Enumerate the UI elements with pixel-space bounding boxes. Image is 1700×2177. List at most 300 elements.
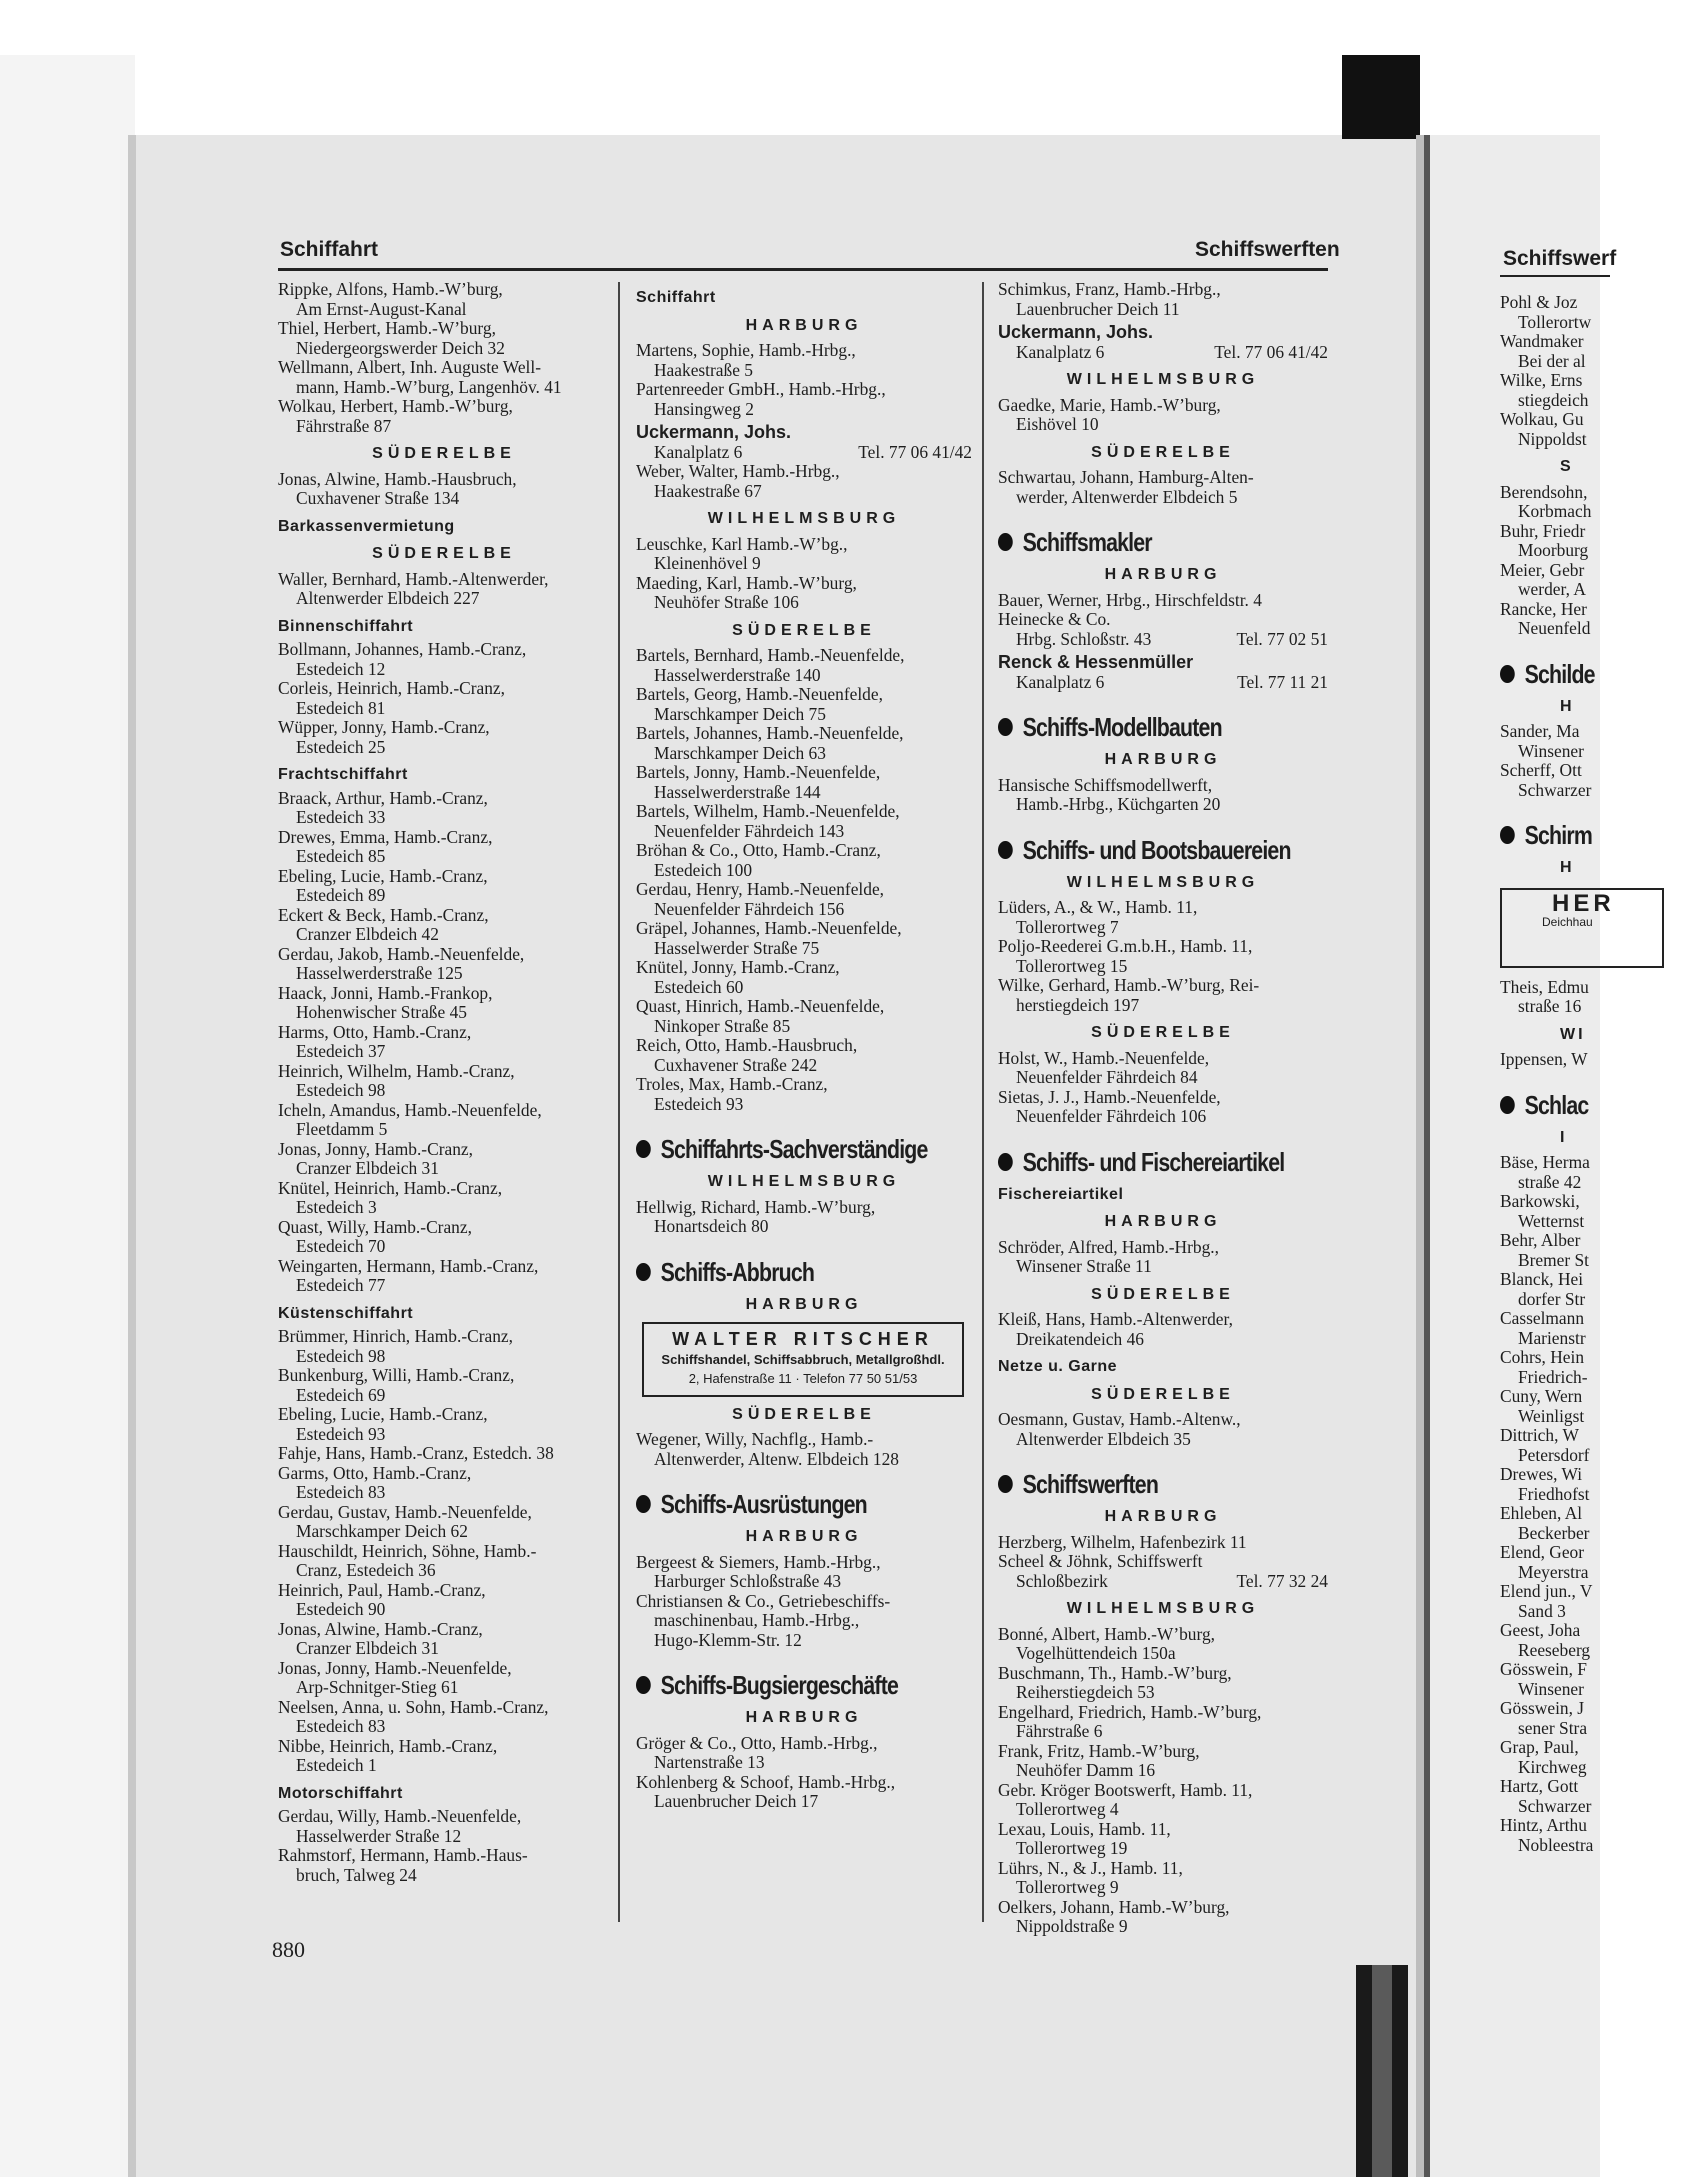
listing-address: Estedeich 98 <box>296 1345 386 1366</box>
listing-address: Korbmach <box>1518 501 1592 521</box>
listing-name: Lüders, A., & W., Hamb. 11, <box>998 897 1198 917</box>
bullet-icon <box>636 1676 651 1694</box>
listing-entry <box>1500 722 1700 761</box>
facing-page <box>1430 135 1617 2177</box>
subcategory-heading: Motorschiffahrt <box>278 1784 403 1802</box>
listing-entry <box>998 591 1328 611</box>
category-heading <box>998 712 1269 742</box>
district-heading: HARBURG <box>1104 751 1222 768</box>
advertisement-box <box>1500 888 1664 968</box>
listing-address: Friedrich- <box>1518 1366 1588 1387</box>
category-heading <box>636 1670 912 1700</box>
listing-entry <box>636 802 972 841</box>
listing-address: Altenwerder Elbdeich 227 <box>296 588 480 608</box>
listing-name: Weber, Walter, Hamb.-Hrbg., <box>636 461 840 481</box>
listing-name: Oesmann, Gustav, Hamb.-Altenw., <box>998 1409 1241 1429</box>
listing-address: Tollerortweg 4 <box>1016 1799 1119 1819</box>
listing-name: Ippensen, W <box>1500 1049 1588 1069</box>
column-2 <box>636 280 972 1812</box>
phone-number: Tel. 77 06 41/42 <box>1214 341 1328 362</box>
listing-address: Marschkamper Deich 75 <box>654 703 826 724</box>
page-number: 880 <box>272 1937 305 1962</box>
listing-entry <box>1500 483 1700 522</box>
listing-name: Brümmer, Hinrich, Hamb.-Cranz, <box>278 1326 513 1346</box>
listing-entry <box>278 397 610 436</box>
listing-name: Bartels, Johannes, Hamb.-Neuenfelde, <box>636 723 904 743</box>
listing-name: Blanck, Hei <box>1500 1269 1584 1289</box>
listing-address: Estedeich 93 <box>654 1093 744 1114</box>
listing-name: Buschmann, Th., Hamb.-W’burg, <box>998 1662 1232 1683</box>
listing-entry <box>278 1698 610 1737</box>
listing-entry <box>1500 522 1700 561</box>
listing-entry <box>1500 1777 1700 1816</box>
listing-address: Nippoldstraße 9 <box>1016 1916 1128 1936</box>
subcategory-heading: Netze u. Garne <box>998 1358 1118 1375</box>
header-rule <box>278 268 1328 271</box>
address-phone-line <box>998 673 1328 693</box>
listing-name: Sander, Ma <box>1500 721 1580 741</box>
listing-address: Kanalplatz 6 <box>1016 341 1105 362</box>
listing-name: Oelkers, Johann, Hamb.-W’burg, <box>998 1896 1230 1917</box>
listing-entry <box>278 828 610 867</box>
listing-address: Estedeich 37 <box>296 1041 386 1061</box>
listing-entry <box>1500 1426 1700 1465</box>
listing-entry <box>1500 1387 1700 1426</box>
category-heading <box>1500 659 1664 689</box>
listing-address: Estedeich 83 <box>296 1482 386 1502</box>
listing-entry <box>998 1410 1328 1449</box>
district-heading: SÜDERELBE <box>1091 1285 1235 1303</box>
listing-address: Estedeich 1 <box>296 1755 377 1775</box>
listing-entry <box>278 280 610 319</box>
column-rule-2 <box>982 282 984 1922</box>
district-heading: HARBURG <box>1104 1508 1222 1525</box>
listing-entry <box>998 1533 1328 1553</box>
listing-name: Pohl & Joz <box>1500 292 1578 312</box>
listing-address: werder, Altenwerder Elbdeich 5 <box>1016 486 1238 507</box>
listing-name: Gerdau, Henry, Hamb.-Neuenfelde, <box>636 879 885 899</box>
listing-name: Schröder, Alfred, Hamb.-Hrbg., <box>998 1236 1219 1257</box>
listing-entry <box>278 679 610 718</box>
district-heading: WILHELMSBURG <box>1066 371 1260 388</box>
listing-name: Harms, Otto, Hamb.-Cranz, <box>278 1021 472 1042</box>
listing-entry <box>278 1503 610 1542</box>
listing-address: Cranz, Estedeich 36 <box>296 1560 436 1580</box>
listing-address: Haakestraße 5 <box>654 359 753 380</box>
listing-name: Gösswein, J <box>1500 1698 1585 1718</box>
category-heading <box>998 527 1269 557</box>
listing-name: Quast, Hinrich, Hamb.-Neuenfelde, <box>636 996 885 1016</box>
listing-address: Estedeich 90 <box>296 1599 386 1619</box>
listing-name: Scheel & Jöhnk, Schiffswerft <box>998 1551 1203 1571</box>
address-phone-line <box>998 630 1328 650</box>
listing-name: Knütel, Heinrich, Hamb.-Cranz, <box>278 1177 503 1198</box>
bullet-icon <box>1500 1096 1515 1114</box>
district-heading: SÜDERELBE <box>1091 1024 1235 1041</box>
listing-address: Estedeich 83 <box>296 1716 386 1736</box>
bullet-icon <box>998 718 1013 736</box>
district-heading: HARBURG <box>745 1528 863 1545</box>
listing-entry <box>636 997 972 1036</box>
listing-name: Theis, Edmu <box>1500 976 1589 997</box>
listing-entry <box>636 919 972 958</box>
listing-address: Friedhofst <box>1518 1483 1590 1504</box>
listing-name: Meier, Gebr <box>1500 559 1585 580</box>
bullet-icon <box>998 841 1013 859</box>
ad-address: Deichhau <box>1542 915 1593 929</box>
listing-address: Tollerortw <box>1518 311 1592 332</box>
listing-name: Poljo-Reederei G.m.b.H., Hamb. 11, <box>998 936 1253 956</box>
featured-company-name: Uckermann, Johs. <box>998 322 1154 342</box>
listing-address: Cranzer Elbdeich 31 <box>296 1158 439 1178</box>
listing-address: Estedeich 85 <box>296 846 386 866</box>
bullet-icon <box>1500 826 1515 844</box>
phone-number: Tel. 77 02 51 <box>1236 628 1328 649</box>
listing-entry <box>998 1781 1328 1820</box>
district-heading: WILHELMSBURG <box>1066 1600 1260 1617</box>
listing-address: Hrbg. Schloßstr. 43 <box>1016 628 1152 649</box>
listing-name: Bauer, Werner, Hrbg., Hirschfeldstr. 4 <box>998 589 1262 610</box>
category-title: Schiffs-Abbruch <box>660 1256 815 1287</box>
listing-address: Am Ernst-August-Kanal <box>296 298 467 319</box>
category-title: Schiffs-Ausrüstungen <box>660 1489 867 1519</box>
listing-name: Wandmaker <box>1500 331 1584 351</box>
listing-entry <box>998 468 1328 507</box>
listing-entry <box>998 1664 1328 1703</box>
listing-entry <box>998 937 1328 976</box>
listing-address: sener Stra <box>1518 1717 1588 1738</box>
running-header-right: Schiffswerften <box>1195 238 1340 261</box>
running-header-left: Schiffahrt <box>280 238 379 261</box>
listing-entry <box>636 1773 972 1812</box>
category-title: Schlac <box>1524 1089 1589 1120</box>
district-heading: H <box>1560 697 1575 715</box>
listing-entry <box>636 1036 972 1075</box>
listing-name: Bartels, Jonny, Hamb.-Neuenfelde, <box>636 762 881 782</box>
listing-entry <box>1500 561 1700 600</box>
listing-address: Marschkamper Deich 62 <box>296 1521 468 1541</box>
listing-address: Weinligst <box>1518 1405 1585 1426</box>
page-edge <box>128 135 136 2177</box>
listing-address: Nobleestra <box>1518 1834 1594 1855</box>
listing-entry <box>278 1444 610 1464</box>
listing-address: Estedeich 3 <box>296 1197 377 1217</box>
district-heading: SÜDERELBE <box>372 545 516 562</box>
listing-address: Neuenfelder Fährdeich 143 <box>654 820 845 841</box>
listing-address: Bei der al <box>1518 350 1586 371</box>
listing-entry <box>278 1659 610 1698</box>
listing-entry <box>1500 600 1700 639</box>
listing-name: Icheln, Amandus, Hamb.-Neuenfelde, <box>278 1099 542 1120</box>
listing-entry <box>1500 1309 1700 1348</box>
listing-address: Bremer St <box>1518 1249 1589 1270</box>
listing-address: Nartenstraße 13 <box>654 1752 765 1772</box>
ad-company-name: HER <box>1552 889 1615 917</box>
subcategory-heading: Frachtschiffahrt <box>278 766 408 783</box>
listing-address: Estedeich 93 <box>296 1423 386 1444</box>
listing-name: Herzberg, Wilhelm, Hafenbezirk 11 <box>998 1531 1247 1552</box>
listing-address: Estedeich 12 <box>296 658 386 679</box>
listing-entry <box>636 1430 972 1469</box>
listing-entry <box>278 1101 610 1140</box>
listing-entry <box>278 789 610 828</box>
scan-background <box>0 55 135 2177</box>
listing-entry <box>1500 978 1700 1017</box>
listing-address: Winsener Straße 11 <box>1016 1256 1152 1276</box>
district-heading: S <box>1560 458 1574 475</box>
column-1 <box>278 280 610 1885</box>
listing-entry <box>998 1859 1328 1898</box>
listing-name: Bröhan & Co., Otto, Hamb.-Cranz, <box>636 840 881 860</box>
listing-name: Bartels, Wilhelm, Hamb.-Neuenfelde, <box>636 801 900 821</box>
listing-name: Heinecke & Co. <box>998 609 1111 629</box>
district-heading: H <box>1560 859 1575 876</box>
listing-name: Fahje, Hans, Hamb.-Cranz, Estedch. 38 <box>278 1443 554 1463</box>
listing-name: Hansische Schiffsmodellwerft, <box>998 774 1213 795</box>
listing-entry <box>1500 1153 1700 1192</box>
listing-address: Schloßbezirk <box>1016 1570 1108 1591</box>
listing-address: Neuhöfer Straße 106 <box>654 592 799 612</box>
listing-name: Hellwig, Richard, Hamb.-W’burg, <box>636 1196 876 1217</box>
listing-entry <box>636 685 972 724</box>
listing-address: Neuenfeld <box>1518 618 1591 638</box>
listing-address: Reiherstiegdeich 53 <box>1016 1682 1155 1702</box>
listing-address: Tollerortweg 19 <box>1016 1838 1128 1858</box>
listing-entry <box>278 906 610 945</box>
listing-address: Neuhöfer Damm 16 <box>1016 1760 1156 1780</box>
listing-name: Ebeling, Lucie, Hamb.-Cranz, <box>278 1404 488 1424</box>
bullet-icon <box>998 533 1013 551</box>
listing-address: Lauenbrucher Deich 17 <box>654 1791 819 1811</box>
listing-address: Cranzer Elbdeich 42 <box>296 924 439 944</box>
ad-address: 2, Hafenstraße 11 · Telefon 77 50 51/53 <box>688 1371 918 1386</box>
listing-name: Quast, Willy, Hamb.-Cranz, <box>278 1216 472 1237</box>
listing-name: Gerdau, Willy, Hamb.-Neuenfelde, <box>278 1806 522 1826</box>
listing-address: Eishövel 10 <box>1016 414 1099 434</box>
listing-address: Neuenfelder Fährdeich 84 <box>1016 1067 1198 1087</box>
listing-address: Fährstraße 6 <box>1016 1721 1103 1741</box>
listing-entry <box>998 1088 1328 1127</box>
listing-name: Frank, Fritz, Hamb.-W’burg, <box>998 1740 1200 1761</box>
listing-name: Heinrich, Paul, Hamb.-Cranz, <box>278 1579 486 1600</box>
listing-entry <box>278 640 610 679</box>
advertisement-box <box>642 1322 964 1397</box>
listing-entry <box>998 776 1328 815</box>
listing-name: Maeding, Karl, Hamb.-W’burg, <box>636 572 857 593</box>
listing-entry <box>636 724 972 763</box>
listing-entry <box>1500 410 1700 449</box>
listing-address: Arp-Schnitger-Stieg 61 <box>296 1677 459 1697</box>
listing-entry <box>278 1807 610 1846</box>
listing-address: Estedeich 33 <box>296 807 386 827</box>
category-heading <box>1500 1090 1664 1120</box>
listing-name: Scherff, Ott <box>1500 760 1582 780</box>
address-phone-line <box>998 1572 1328 1592</box>
listing-name: Braack, Arthur, Hamb.-Cranz, <box>278 787 488 808</box>
listing-name: Haack, Jonni, Hamb.-Frankop, <box>278 982 493 1003</box>
listing-address: Hasselwerderstraße 140 <box>654 664 821 685</box>
listing-address: maschinenbau, Hamb.-Hrbg., <box>654 1610 860 1630</box>
listing-address: Beckerber <box>1518 1522 1590 1543</box>
district-heading: HARBURG <box>1104 566 1222 583</box>
phone-number: Tel. 77 32 24 <box>1236 1570 1328 1591</box>
listing-address: Marienstr <box>1518 1327 1586 1348</box>
listing-address: Dreikatendeich 46 <box>1016 1328 1144 1349</box>
listing-address: Reeseberg <box>1518 1639 1591 1660</box>
listing-entry <box>636 1553 972 1592</box>
listing-name: Rippke, Alfons, Hamb.-W’burg, <box>278 279 503 299</box>
listing-name: Thiel, Herbert, Hamb.-W’burg, <box>278 318 496 338</box>
address-phone-line <box>998 343 1328 363</box>
listing-address: Honartsdeich 80 <box>654 1216 769 1236</box>
listing-entry <box>1500 1738 1700 1777</box>
listing-address: Hasselwerder Straße 75 <box>654 937 820 958</box>
listing-address: Moorburg <box>1518 540 1589 560</box>
listing-entry <box>278 470 610 509</box>
listing-name: Wellmann, Albert, Inh. Auguste Well- <box>278 357 542 377</box>
listing-entry <box>636 341 972 380</box>
listing-name: Wilke, Gerhard, Hamb.-W’burg, Rei- <box>998 975 1260 995</box>
listing-entry <box>998 1552 1328 1572</box>
listing-entry <box>636 574 972 613</box>
listing-name: Gräpel, Johannes, Hamb.-Neuenfelde, <box>636 918 902 938</box>
listing-address: Schwarzer <box>1518 1795 1592 1816</box>
subcategory-heading: Fischereiartikel <box>998 1185 1124 1203</box>
listing-entry <box>998 1898 1328 1937</box>
listing-name: Ehleben, Al <box>1500 1503 1583 1523</box>
district-heading: WILHELMSBURG <box>707 510 901 527</box>
listing-address: dorfer Str <box>1518 1288 1586 1309</box>
listing-entry <box>1500 1270 1700 1309</box>
listing-entry <box>636 535 972 574</box>
column-3 <box>998 280 1328 1937</box>
category-title: Schirm <box>1524 820 1592 850</box>
district-heading: WI <box>1560 1025 1586 1043</box>
ad-services: Schiffshandel, Schiffsabbruch, Metallgroßhdl. <box>661 1351 945 1367</box>
listing-name: Garms, Otto, Hamb.-Cranz, <box>278 1462 472 1483</box>
listing-name: Berendsohn, <box>1500 481 1588 502</box>
listing-name: Rancke, Her <box>1500 598 1587 619</box>
binding-spine-top <box>1342 55 1420 139</box>
category-title: Schiffs- und Bootsbauereien <box>1022 834 1291 865</box>
listing-address: Hamb.-Hrbg., Küchgarten 20 <box>1016 794 1221 814</box>
listing-name: Geest, Joha <box>1500 1620 1581 1640</box>
listing-entry <box>278 718 610 757</box>
listing-entry <box>1500 1465 1700 1504</box>
listing-entry <box>1500 1192 1700 1231</box>
listing-entry <box>998 1310 1328 1349</box>
category-heading <box>998 1469 1269 1499</box>
listing-entry <box>998 1742 1328 1781</box>
listing-address: straße 42 <box>1518 1171 1582 1192</box>
listing-entry <box>278 1405 610 1444</box>
category-heading <box>1500 820 1664 850</box>
listing-name: Bonné, Albert, Hamb.-W’burg, <box>998 1623 1216 1644</box>
listing-entry <box>1500 761 1700 800</box>
listing-address: herstiegdeich 197 <box>1016 994 1140 1015</box>
listing-address: Nippoldst <box>1518 428 1587 449</box>
listing-entry <box>278 1179 610 1218</box>
listing-name: Schwartau, Johann, Hamburg-Alten- <box>998 467 1254 487</box>
listing-name: Kohlenberg & Schoof, Hamb.-Hrbg., <box>636 1771 896 1792</box>
category-title: Schilde <box>1524 658 1595 689</box>
listing-address: Marschkamper Deich 63 <box>654 742 826 763</box>
listing-name: Gerdau, Jakob, Hamb.-Neuenfelde, <box>278 943 525 964</box>
category-heading <box>998 1146 1285 1177</box>
category-title: Schiffs- und Fischereiartikel <box>1022 1146 1285 1177</box>
phone-number: Tel. 77 11 21 <box>1237 671 1328 692</box>
facing-column <box>1500 293 1700 1855</box>
listing-entry <box>278 1140 610 1179</box>
facing-header-rule <box>1500 275 1610 277</box>
listing-entry <box>1500 332 1700 371</box>
listing-address: Estedeich 25 <box>296 736 386 757</box>
listing-entry <box>1500 1231 1700 1270</box>
bullet-icon <box>636 1140 651 1158</box>
subcategory-heading: Schiffahrt <box>636 289 716 306</box>
listing-name: Waller, Bernhard, Hamb.-Altenwerder, <box>278 568 549 589</box>
listing-address: Tollerortweg 7 <box>1016 916 1119 937</box>
listing-address: Altenwerder Elbdeich 35 <box>1016 1428 1191 1449</box>
listing-entry <box>636 380 972 419</box>
listing-entry <box>998 976 1328 1015</box>
listing-name: Heinrich, Wilhelm, Hamb.-Cranz, <box>278 1060 515 1081</box>
listing-name: Wegener, Willy, Nachflg., Hamb.- <box>636 1429 874 1449</box>
listing-entry <box>636 1734 972 1773</box>
listing-address: Estedeich 77 <box>296 1275 386 1295</box>
listing-entry <box>1500 1582 1700 1621</box>
listing-name: Gröger & Co., Otto, Hamb.-Hrbg., <box>636 1732 878 1753</box>
address-phone-line <box>636 443 972 463</box>
listing-name: Sietas, J. J., Hamb.-Neuenfelde, <box>998 1086 1221 1107</box>
listing-entry <box>636 1198 972 1237</box>
listing-address: stiegdeich <box>1518 389 1589 410</box>
listing-name: Drewes, Wi <box>1500 1464 1583 1484</box>
listing-address: Petersdorf <box>1518 1444 1590 1465</box>
listing-entry <box>278 1846 610 1885</box>
listing-address: Tollerortweg 9 <box>1016 1877 1119 1897</box>
listing-name: Wüpper, Jonny, Hamb.-Cranz, <box>278 717 490 737</box>
listing-name: Jonas, Jonny, Hamb.-Cranz, <box>278 1138 473 1159</box>
listing-address: Neuenfelder Fährdeich 106 <box>1016 1106 1207 1126</box>
listing-entry <box>998 898 1328 937</box>
district-heading: SÜDERELBE <box>732 1405 876 1423</box>
listing-entry <box>998 396 1328 435</box>
listing-name: Casselmann <box>1500 1308 1585 1328</box>
listing-name: Elend, Geor <box>1500 1542 1585 1562</box>
listing-name: Gösswein, F <box>1500 1659 1587 1679</box>
listing-address: Niedergeorgswerder Deich 32 <box>296 337 505 358</box>
ad-company-name: WALTER RITSCHER <box>672 1329 934 1349</box>
listing-entry <box>278 1737 610 1776</box>
listing-entry <box>636 1592 972 1651</box>
listing-entry <box>278 1366 610 1405</box>
listing-name: Gerdau, Gustav, Hamb.-Neuenfelde, <box>278 1501 532 1522</box>
listing-name: Nibbe, Heinrich, Hamb.-Cranz, <box>278 1735 498 1756</box>
listing-name: Bartels, Georg, Hamb.-Neuenfelde, <box>636 684 883 704</box>
listing-name: Hartz, Gott <box>1500 1776 1579 1796</box>
listing-entry <box>998 1703 1328 1742</box>
listing-address: Altenwerder, Altenw. Elbdeich 128 <box>654 1448 899 1469</box>
listing-name: Holst, W., Hamb.-Neuenfelde, <box>998 1047 1210 1068</box>
listing-entry <box>1500 1348 1700 1387</box>
subcategory-heading: Barkassenvermietung <box>278 517 455 535</box>
listing-entry <box>278 570 610 609</box>
district-heading: SÜDERELBE <box>1091 1385 1235 1403</box>
listing-name: Elend jun., V <box>1500 1581 1593 1601</box>
listing-name: Christiansen & Co., Getriebeschiffs- <box>636 1590 891 1611</box>
listing-address: Vogelhüttendeich 150a <box>1016 1643 1176 1663</box>
